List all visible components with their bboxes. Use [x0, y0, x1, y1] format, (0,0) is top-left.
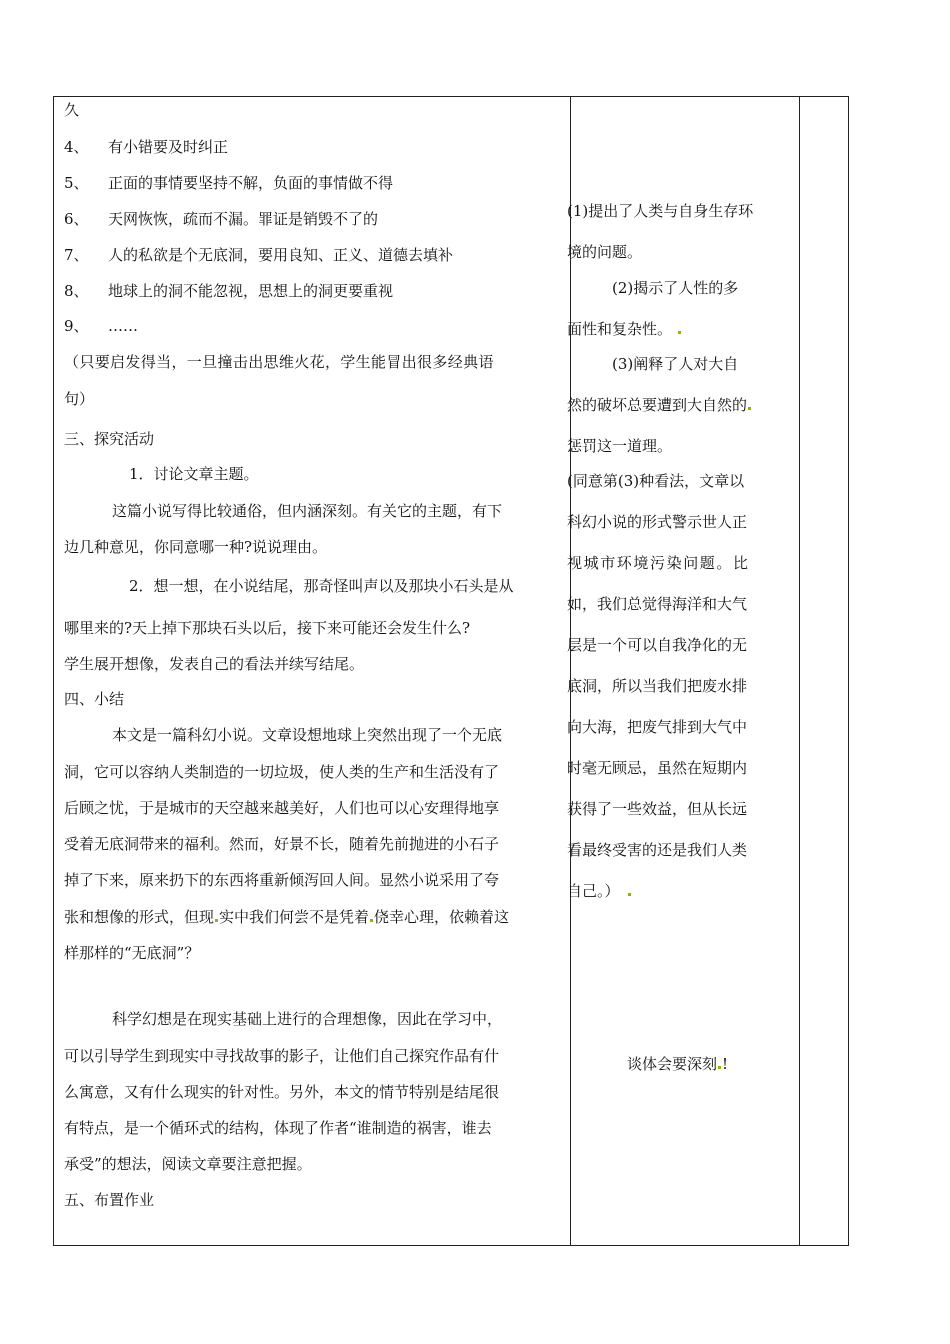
marker-dot: [628, 893, 631, 896]
text-line: 这篇小说写得比较通俗，但内涵深刻。有关它的主题，有下: [112, 502, 503, 520]
section-heading: 四、小结: [64, 690, 125, 708]
list-text: 有小错要及时纠正: [108, 138, 229, 156]
text-fragment: 张和想像的形式，但现: [64, 908, 215, 926]
text-line: 1．讨论文章主题。: [129, 465, 259, 483]
list-item: [64, 173, 393, 193]
text-line: [627, 1054, 728, 1074]
list-item: [64, 316, 138, 336]
column-divider-1: [570, 97, 571, 1245]
list-item: [64, 209, 378, 229]
list-text: 地球上的洞不能忽视，思想上的洞更要重视: [108, 282, 394, 300]
text-line: [567, 319, 682, 339]
text-line: 久: [64, 101, 80, 119]
text-line: 样那样的“无底洞”？: [64, 944, 200, 962]
text-fragment: 然的破坏总要遭到大自然的: [567, 396, 748, 414]
text-line: (3)阐释了人对大自: [612, 355, 739, 373]
text-line: 承受”的想法，阅读文章要注意把握。: [64, 1155, 312, 1173]
text-line: 可以引导学生到现实中寻找故事的影子，让他们自己探究作品有什: [64, 1047, 500, 1065]
text-line: 本文是一篇科幻小说。文章设想地球上突然出现了一个无底: [112, 726, 503, 744]
text-line: [567, 395, 752, 415]
text-line: (1)提出了人类与自身生存环: [567, 202, 754, 220]
text-fragment: 侥幸心理，依赖着这: [374, 908, 510, 926]
text-line: 学生展开想像，发表自己的看法并续写结尾。: [64, 655, 365, 673]
text-line: 句）: [64, 390, 95, 408]
text-line: 时毫无顾忌，虽然在短期内: [567, 759, 748, 777]
text-line: 如，我们总觉得海洋和大气: [567, 595, 748, 613]
lesson-table: [53, 96, 849, 1246]
text-line: 科学幻想是在现实基础上进行的合理想像，因此在学习中，: [112, 1010, 503, 1028]
marker-dot: [748, 407, 751, 410]
text-line: 底洞，所以当我们把废水排: [567, 677, 748, 695]
text-line: [64, 907, 509, 927]
text-line: 向大海，把废气排到大气中: [567, 718, 748, 736]
text-line: 境的问题。: [567, 243, 643, 261]
text-fragment: 自己。）: [567, 882, 620, 900]
text-line: 后顾之忧，于是城市的天空越来越美好，人们也可以心安理得地享: [64, 799, 500, 817]
marker-dot: [718, 1066, 721, 1069]
text-line: 哪里来的?天上掉下那块石头以后，接下来可能还会发生什么?: [64, 619, 471, 637]
list-number: 9、: [64, 317, 89, 335]
text-line: 层是一个可以自我净化的无: [567, 636, 748, 654]
text-line: 受着无底洞带来的福利。然而，好景不长，随着先前抛进的小石子: [64, 835, 500, 853]
list-item: [64, 281, 393, 301]
text-line: 科幻小说的形式警示世人正: [567, 513, 748, 531]
text-fragment: 面性和复杂性。: [567, 320, 673, 338]
marker-dot: [678, 331, 681, 334]
text-line: 惩罚这一道理。: [567, 437, 673, 455]
list-number: 4、: [64, 138, 89, 156]
text-line: 有特点，是一个循环式的结构，体现了作者“谁制造的祸害，谁去: [64, 1119, 492, 1137]
marker-dot: [215, 919, 218, 922]
text-line: 看最终受害的还是我们人类: [567, 841, 748, 859]
text-line: (2)揭示了人性的多: [612, 279, 739, 297]
list-number: 5、: [64, 174, 89, 192]
list-text: ……: [108, 317, 138, 335]
list-text: 正面的事情要坚持不解，负面的事情做不得: [108, 174, 394, 192]
list-number: 6、: [64, 210, 89, 228]
text-line: 视城市环境污染问题。比: [567, 554, 750, 572]
text-line: [567, 881, 632, 901]
text-line: 掉了下来，原来扔下的东西将重新倾泻回人间。显然小说采用了夸: [64, 871, 500, 889]
list-item: [64, 137, 228, 157]
list-text: 天网恢恢，疏而不漏。罪证是销毁不了的: [108, 210, 379, 228]
text-line: 洞，它可以容纳人类制造的一切垃圾，使人类的生产和生活没有了: [64, 763, 500, 781]
text-line: 2．想一想，在小说结尾，那奇怪叫声以及那块小石头是从: [129, 577, 514, 595]
list-item: [64, 245, 453, 265]
list-number: 7、: [64, 246, 89, 264]
marker-dot: [370, 919, 373, 922]
list-number: 8、: [64, 282, 89, 300]
text-line: 获得了一些效益，但从长远: [567, 800, 748, 818]
text-line: 么寓意，又有什么现实的针对性。另外，本文的情节特别是结尾很: [64, 1083, 500, 1101]
section-heading: 五、布置作业: [64, 1191, 155, 1209]
text-line: （只要启发得当，一旦撞击出思维火花，学生能冒出很多经典语: [64, 353, 494, 371]
text-fragment: 实中我们何尝不是凭着: [219, 908, 370, 926]
text-fragment: 谈体会要深刻: [627, 1055, 718, 1073]
list-text: 人的私欲是个无底洞，要用良知、正义、道德去填补: [108, 246, 454, 264]
column-divider-2: [799, 97, 800, 1245]
text-line: 边几种意见，你同意哪一种?说说理由。: [64, 538, 328, 556]
text-fragment: !: [722, 1055, 729, 1073]
text-line: (同意第(3)种看法，文章以: [567, 472, 745, 490]
section-heading: 三、探究活动: [64, 430, 155, 448]
